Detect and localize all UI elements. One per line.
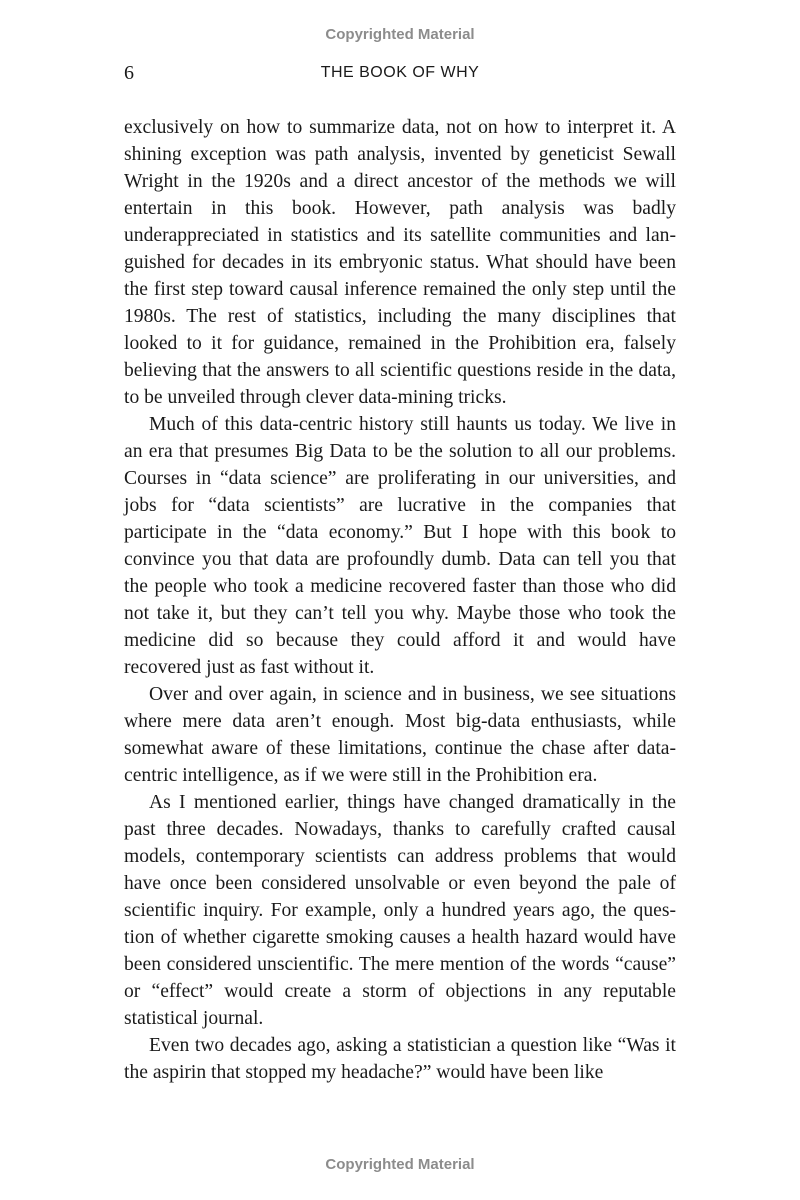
page-body (124, 114, 676, 1086)
page-number: 6 (124, 62, 134, 84)
paragraph: Even two decades ago, asking a statistician a question like “Was it the aspirin that stopped my headache?” would have been like (124, 1035, 676, 1083)
paragraph: As I mentioned earlier, things have changed dramatically in the past three decades. Nowadays, thanks to carefully crafted causal models, contemporary scientists can address problems that would have once been considered unsolvable or even beyond the pale of scientific inquiry. For example, only a hundred years ago, the question of whether cigarette smoking causes a health hazard would have been considered unscientific. The mere mention of the words “cause” or “effect” would create a storm of objections in any reputable statistical journal. (124, 792, 676, 1029)
paragraph: Much of this data-centric history still haunts us today. We live in an era that presumes Big Data to be the solution to all our problems. Courses in “data science” are proliferating in our universities, and jobs for “data scientists” are lucrative in the companies that participate in the “data economy.” But I hope with this book to convince you that data are profoundly dumb. Data can tell you that the people who took a medicine recovered faster than those who did not take it, but they can’t tell you why. Maybe those who took the medicine did so because they could afford it and would have recovered just as fast without it. (124, 414, 676, 678)
paragraph: exclusively on how to summarize data, not on how to interpret it. A shining exception was path analysis, invented by geneticist Sewall Wright in the 1920s and a direct ancestor of the methods we will entertain in this book. However, path analysis was badly underappreciated in statistics and its satellite communities and languished for decades in its embryonic status. What should have been the first step toward causal inference remained the only step until the 1980s. The rest of statistics, including the many disciplines that looked to it for guidance, remained in the Prohibition era, falsely believing that the answers to all scientific questions reside in the data, to be unveiled through clever data-mining tricks. (124, 117, 676, 408)
book-title: THE BOOK OF WHY (320, 64, 480, 81)
running-head (124, 62, 676, 86)
paragraph: Over and over again, in science and in business, we see situations where mere data aren’t enough. Most big-data enthusiasts, while somewhat aware of these limitations, continue the chase after data-centric intelligence, as if we were still in the Prohibition era. (124, 684, 676, 786)
copyright-watermark-bottom: Copyrighted Material (325, 1156, 475, 1173)
copyright-watermark-top: Copyrighted Material (325, 26, 475, 43)
